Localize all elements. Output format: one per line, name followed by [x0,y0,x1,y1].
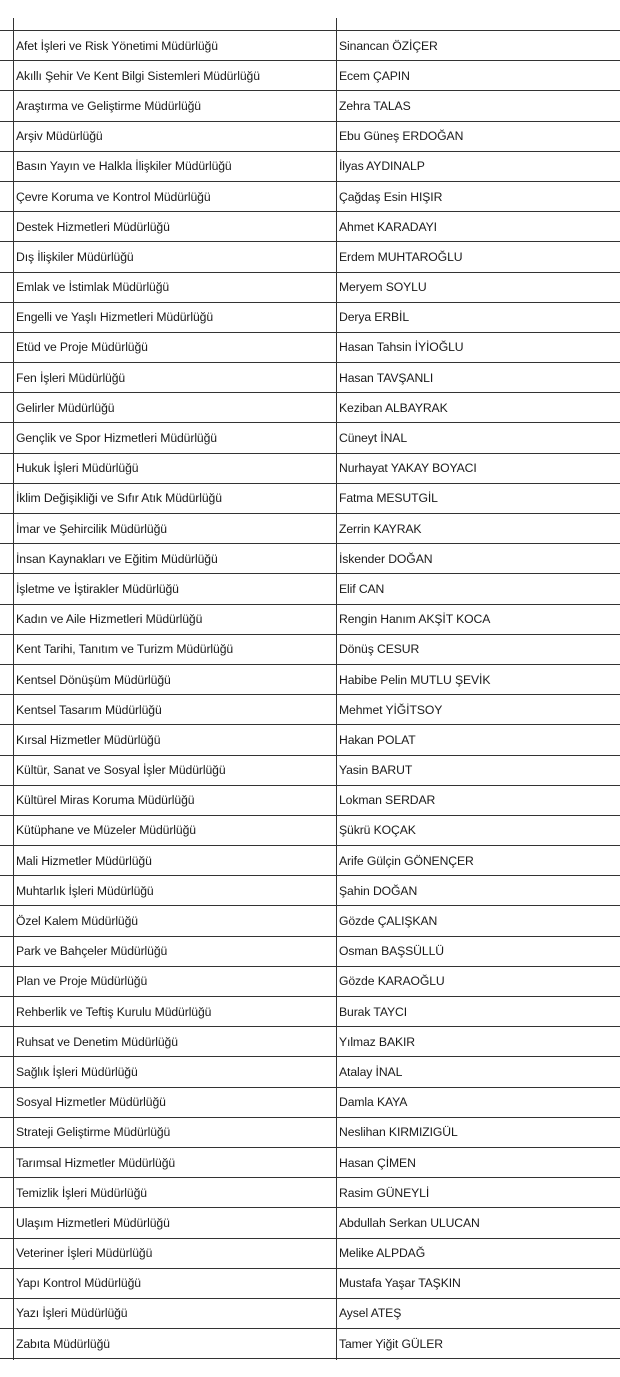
department-cell: Etüd ve Proje Müdürlüğü [16,340,148,355]
manager-name-cell: Yasin BARUT [339,763,413,778]
table-row [0,1238,620,1268]
table-row [0,966,620,996]
department-cell: Veteriner İşleri Müdürlüğü [16,1246,153,1261]
department-cell: Tarımsal Hizmetler Müdürlüğü [16,1155,176,1170]
department-cell: Dış İlişkiler Müdürlüğü [16,249,134,264]
department-cell: Kadın ve Aile Hizmetleri Müdürlüğü [16,612,203,627]
manager-name-cell: Yılmaz BAKIR [339,1034,416,1049]
table-row [0,1328,620,1359]
manager-name-cell: Damla KAYA [339,1095,408,1110]
manager-name-cell: Derya ERBİL [339,310,410,325]
table-row [0,815,620,845]
manager-name-cell: Gözde ÇALIŞKAN [339,914,438,929]
table-row [0,241,620,271]
table-row [0,755,620,785]
manager-name-cell: Hasan Tahsin İYİOĞLU [339,340,464,355]
department-cell: Park ve Bahçeler Müdürlüğü [16,944,168,959]
department-cell: Kent Tarihi, Tanıtım ve Turizm Müdürlüğü [16,642,234,657]
table-row [0,1207,620,1237]
manager-name-cell: İlyas AYDINALP [339,159,425,174]
manager-name-cell: Ebu Güneş ERDOĞAN [339,129,464,144]
table-row [0,332,620,362]
manager-name-cell: Çağdaş Esin HIŞIR [339,189,443,204]
department-cell: Gelirler Müdürlüğü [16,400,115,415]
department-cell: Kültür, Sanat ve Sosyal İşler Müdürlüğü [16,763,226,778]
department-cell: Hukuk İşleri Müdürlüğü [16,461,139,476]
department-managers-table [0,30,620,1359]
manager-name-cell: Şahin DOĞAN [339,883,418,898]
department-cell: Gençlik ve Spor Hizmetleri Müdürlüğü [16,431,217,446]
manager-name-cell: Elif CAN [339,581,385,596]
department-cell: Destek Hizmetleri Müdürlüğü [16,219,170,234]
table-row [0,90,620,120]
manager-name-cell: İskender DOĞAN [339,551,433,566]
department-cell: Fen İşleri Müdürlüğü [16,370,126,385]
table-row [0,272,620,302]
manager-name-cell: Keziban ALBAYRAK [339,400,448,415]
manager-name-cell: Rengin Hanım AKŞİT KOCA [339,612,491,627]
department-cell: Yapı Kontrol Müdürlüğü [16,1276,141,1291]
department-cell: Muhtarlık İşleri Müdürlüğü [16,883,154,898]
manager-name-cell: Ecem ÇAPIN [339,68,410,83]
manager-name-cell: Zehra TALAS [339,98,411,113]
table-row [0,121,620,151]
table-row [0,1177,620,1207]
table-row [0,543,620,573]
table-row [0,785,620,815]
table-row [0,422,620,452]
manager-name-cell: Burak TAYCI [339,1004,407,1019]
department-cell: Yazı İşleri Müdürlüğü [16,1306,128,1321]
manager-name-cell: Aysel ATEŞ [339,1306,402,1321]
manager-name-cell: Dönüş CESUR [339,642,420,657]
table-row [0,151,620,181]
department-cell: Çevre Koruma ve Kontrol Müdürlüğü [16,189,211,204]
table-row [0,483,620,513]
manager-name-cell: Hakan POLAT [339,732,416,747]
department-cell: Emlak ve İstimlak Müdürlüğü [16,280,170,295]
table-row [0,694,620,724]
table-row [0,211,620,241]
department-cell: Temizlik İşleri Müdürlüğü [16,1185,147,1200]
department-cell: Strateji Geliştirme Müdürlüğü [16,1125,171,1140]
table-row [0,996,620,1026]
department-cell: Kentsel Dönüşüm Müdürlüğü [16,672,171,687]
manager-name-cell: Tamer Yiğit GÜLER [339,1336,443,1351]
manager-name-cell: Arife Gülçin GÖNENÇER [339,853,474,868]
table-row [0,362,620,392]
manager-name-cell: Sinancan ÖZİÇER [339,38,438,53]
manager-name-cell: Erdem MUHTAROĞLU [339,249,463,264]
department-cell: Zabıta Müdürlüğü [16,1336,110,1351]
department-cell: Özel Kalem Müdürlüğü [16,914,138,929]
department-cell: Mali Hizmetler Müdürlüğü [16,853,152,868]
manager-name-cell: Gözde KARAOĞLU [339,974,445,989]
manager-name-cell: Mehmet YİĞİTSOY [339,702,443,717]
department-cell: Sağlık İşleri Müdürlüğü [16,1064,138,1079]
department-cell: Rehberlik ve Teftiş Kurulu Müdürlüğü [16,1004,212,1019]
table-row [0,875,620,905]
department-cell: Kültürel Miras Koruma Müdürlüğü [16,793,195,808]
table-row [0,905,620,935]
department-cell: Engelli ve Yaşlı Hizmetleri Müdürlüğü [16,310,214,325]
table-row [0,1298,620,1328]
manager-name-cell: Mustafa Yaşar TAŞKIN [339,1276,461,1291]
manager-name-cell: Rasim GÜNEYLİ [339,1185,430,1200]
table-row [0,664,620,694]
table-row [0,60,620,90]
department-cell: İnsan Kaynakları ve Eğitim Müdürlüğü [16,551,218,566]
manager-name-cell: Osman BAŞSÜLLÜ [339,944,444,959]
department-cell: Araştırma ve Geliştirme Müdürlüğü [16,98,201,113]
table-row [0,845,620,875]
department-cell: Plan ve Proje Müdürlüğü [16,974,148,989]
table-row [0,1056,620,1086]
manager-name-cell: Cüneyt İNAL [339,431,407,446]
department-cell: Afet İşleri ve Risk Yönetimi Müdürlüğü [16,38,218,53]
table-row [0,604,620,634]
manager-name-cell: Meryem SOYLU [339,280,427,295]
department-cell: Kütüphane ve Müzeler Müdürlüğü [16,823,196,838]
department-cell: Kentsel Tasarım Müdürlüğü [16,702,162,717]
table-row [0,1087,620,1117]
table-row [0,181,620,211]
manager-name-cell: Hasan TAVŞANLI [339,370,434,385]
department-cell: Arşiv Müdürlüğü [16,129,103,144]
table-row [0,573,620,603]
table-row [0,1147,620,1177]
manager-name-cell: Ahmet KARADAYI [339,219,437,234]
table-row [0,1117,620,1147]
manager-name-cell: Atalay İNAL [339,1064,403,1079]
table-row [0,634,620,664]
manager-name-cell: Hasan ÇİMEN [339,1155,416,1170]
department-cell: Ulaşım Hizmetleri Müdürlüğü [16,1215,170,1230]
manager-name-cell: Neslihan KIRMIZIGÜL [339,1125,458,1140]
table-row [0,724,620,754]
manager-name-cell: Şükrü KOÇAK [339,823,416,838]
department-cell: İklim Değişikliği ve Sıfır Atık Müdürlüğü [16,491,222,506]
manager-name-cell: Zerrin KAYRAK [339,521,422,536]
manager-name-cell: Lokman SERDAR [339,793,436,808]
table-row [0,392,620,422]
table-row [0,936,620,966]
department-cell: Akıllı Şehir Ve Kent Bilgi Sistemleri Müdürlüğü [16,68,260,83]
table-row [0,1268,620,1298]
manager-name-cell: Fatma MESUTGİL [339,491,438,506]
table-row [0,1026,620,1056]
manager-name-cell: Abdullah Serkan ULUCAN [339,1215,480,1230]
department-cell: İmar ve Şehircilik Müdürlüğü [16,521,167,536]
manager-name-cell: Nurhayat YAKAY BOYACI [339,461,477,476]
department-cell: Kırsal Hizmetler Müdürlüğü [16,732,161,747]
department-cell: Basın Yayın ve Halkla İlişkiler Müdürlüğü [16,159,232,174]
manager-name-cell: Melike ALPDAĞ [339,1246,426,1261]
table-row [0,513,620,543]
table-row [0,453,620,483]
table-row [0,302,620,332]
department-cell: Ruhsat ve Denetim Müdürlüğü [16,1034,178,1049]
manager-name-cell: Habibe Pelin MUTLU ŞEVİK [339,672,491,687]
department-cell: İşletme ve İştirakler Müdürlüğü [16,581,179,596]
table-row [0,30,620,60]
department-cell: Sosyal Hizmetler Müdürlüğü [16,1095,166,1110]
